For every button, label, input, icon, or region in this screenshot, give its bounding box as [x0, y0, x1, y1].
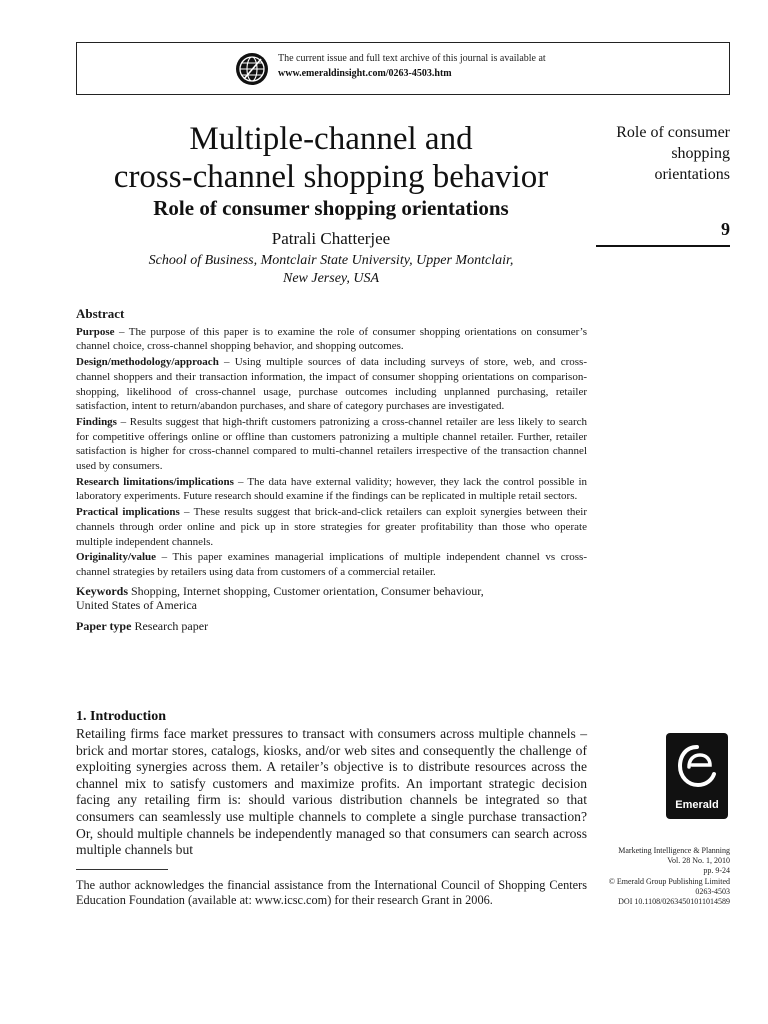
section-text: The purpose of this paper is to examine the role of consumer shopping orientations on consumer’s channel choice, cross-channel shopping behavior, and shopping outcomes. [76, 325, 587, 353]
keywords [76, 584, 587, 613]
keywords-text: Shopping, Internet shopping, Customer orientation, Consumer behaviour, [131, 583, 484, 598]
author-affiliation [96, 252, 566, 288]
journal-line: Vol. 28 No. 1, 2010 [667, 856, 730, 866]
section-text: Results suggest that high-thrift customers patronizing a cross-channel retailer are less likely to search for competitive offerings online or offline than customers patronizing a multiple channel retailer. Further, retailer satisfaction is higher for cross-channel compared to multi-channel retailers irrespective of the transaction channel used by consumers. [76, 415, 587, 473]
abstract-practical: Practical implications – These results suggest that brick-and-click retailers can exploit synergies between their channels through order online and pick up in store strategies for greater profitability than those who operate multiple independent channels. [76, 506, 587, 548]
running-title-line: Role of consumer [616, 124, 730, 141]
paper-type-value: Research paper [134, 619, 209, 634]
journal-line: pp. 9-24 [703, 866, 730, 876]
logo-wordmark: Emerald [675, 799, 719, 811]
running-title [590, 122, 730, 185]
affiliation-line: School of Business, Montclair State University, Upper Montclair, [148, 253, 514, 268]
title-line: Multiple-channel and [189, 121, 473, 157]
journal-citation [590, 846, 730, 907]
abstract-purpose: Purpose – The purpose of this paper is to examine the role of consumer shopping orientations on consumer’s channel choice, cross-channel shopping behavior, and shopping outcomes. [76, 325, 587, 353]
running-title-line: shopping [671, 145, 730, 162]
section-heading: 1. Introduction [76, 709, 166, 724]
journal-line: © Emerald Group Publishing Limited [608, 876, 730, 886]
abstract-limitations: Research limitations/implications – The data have external validity; however, they lack the control possible in laboratory experiments. Future research should examine if the findings can be replicated in multiple retail sectors. [76, 475, 588, 503]
abstract-design: Design/methodology/approach – Using multiple sources of data including surveys of store, web, and cross-channel shoppers and their transaction information, the impact of consumer shopping orientations on comparison-shopping, likelihood of cross-channel usage, purchase outcomes including unplanned purchasing, retailer satisfaction, intent to return/abandon purchases, and share of category purchases are investigated. [76, 356, 587, 413]
paper-type [76, 619, 587, 634]
section-label: Findings [76, 415, 117, 428]
journal-line: 0263-4503 [695, 886, 730, 896]
article-title [76, 120, 586, 196]
section-label: Practical implications [76, 506, 180, 519]
affiliation-line: New Jersey, USA [282, 271, 380, 286]
section-label: Originality/value [76, 551, 157, 564]
emerald-logo [666, 733, 728, 819]
keywords-text: United States of America [76, 598, 197, 613]
abstract-findings: Findings – Results suggest that high-thrift customers patronizing a cross-channel retailer are less likely to search for competitive offerings online or offline than customers patronizing a multiple channel retailer. Further, retailer satisfaction is higher for cross-channel compared to multi-channel retailers irrespective of the transaction channel used by consumers. [76, 415, 587, 473]
section-text: These results suggest that brick-and-click retailers can exploit synergies between their channels through order online and pick up in store strategies for greater profitability than those who operate multiple independent channels. [76, 506, 587, 548]
journal-banner [76, 42, 730, 95]
introduction-section [76, 709, 587, 859]
globe-icon [235, 52, 269, 86]
section-text: Using multiple sources of data including surveys of store, web, and cross-channel shoppers and their transaction information, the impact of consumer shopping orientations on comparison-shopping, likelihood of cross-channel usage, purchase outcomes including unplanned purchasing, retailer satisfaction, intent to return/abandon purchases, and share of category purchases are investigated. [76, 356, 587, 413]
abstract-heading: Abstract [76, 306, 125, 321]
abstract-originality: Originality/value – This paper examines managerial implications of multiple independent channel vs cross-channel strategies by retailers using data from customers of a commercial retailer. [76, 551, 587, 578]
section-label: Purpose [76, 325, 115, 338]
banner-text: The current issue and full text archive of this journal is available at [278, 53, 546, 64]
section-label: Design/methodology/approach [76, 356, 219, 369]
author-name: Patrali Chatterjee [271, 229, 391, 248]
footnote: The author acknowledges the financial assistance from the International Council of Shopping Centers Education Foundation (available at: www.icsc.com) for their research Grant in 2006. [76, 878, 587, 907]
introduction-body: Retailing firms face market pressures to transact with consumers across multiple channels – brick and mortar stores, catalogs, kiosks, and/or web sites and consequently the challenge of exploiting synergies across them. A retailer’s objective is to distribute resources across the channel mix to satisfy customers and maximize profits. An important strategic decision facing any retailing firm is: should various distribution channels be integrated so that consumers can seamlessly use multiple channels to complete a single purchase transaction? Or, should multiple channels be independently managed so that consumers can search across multiple channels but [76, 726, 587, 858]
footnote-divider [76, 869, 168, 870]
section-label: Research limitations/implications [76, 475, 234, 488]
paper-type-label: Paper type [76, 619, 132, 634]
banner-url-link[interactable]: www.emeraldinsight.com/0263-4503.htm [278, 68, 452, 79]
journal-line: DOI 10.1108/02634501011014589 [618, 897, 730, 907]
section-text: This paper examines managerial implications of multiple independent channel vs cross-channel strategies by retailers using data from customers of a commercial retailer. [76, 551, 587, 578]
running-title-line: orientations [654, 166, 730, 183]
side-divider [596, 245, 730, 247]
section-text: The data have external validity; however, they lack the control possible in laboratory experiments. Future research should examine if the findings can be replicated in multiple retail sectors. [76, 475, 588, 503]
page-number: 9 [721, 219, 730, 239]
article-subtitle: Role of consumer shopping orientations [153, 196, 509, 220]
title-line: cross-channel shopping behavior [113, 159, 549, 195]
abstract [76, 307, 587, 634]
journal-line: Marketing Intelligence & Planning [618, 846, 730, 855]
keywords-label: Keywords [76, 583, 128, 598]
emerald-swirl-icon [675, 741, 719, 791]
